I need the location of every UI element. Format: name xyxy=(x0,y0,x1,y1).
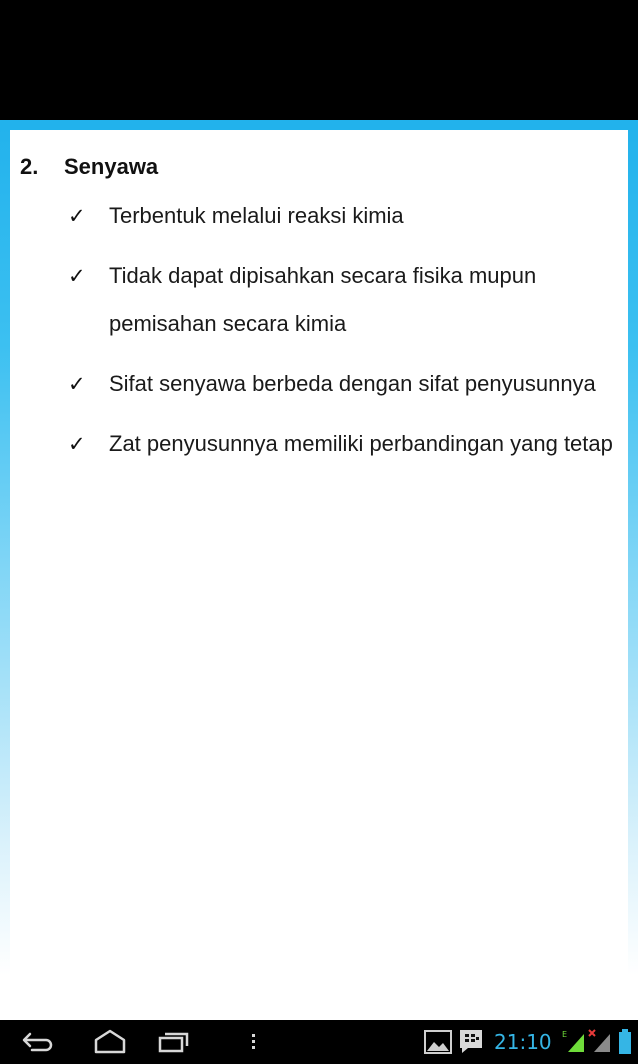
top-black-area xyxy=(0,0,638,120)
list-item xyxy=(10,256,628,352)
system-nav-bar xyxy=(0,1020,638,1064)
check-icon: ✓ xyxy=(68,264,86,288)
bbm-icon[interactable] xyxy=(456,1026,486,1056)
status-time: 21:10 xyxy=(494,1030,552,1054)
list-item xyxy=(10,196,628,244)
check-icon: ✓ xyxy=(68,372,86,396)
bullet-text: Sifat senyawa berbeda dengan sifat penyusunnya xyxy=(109,371,596,396)
slide-heading xyxy=(20,154,158,180)
back-icon[interactable] xyxy=(20,1026,54,1058)
check-icon: ✓ xyxy=(68,432,86,456)
heading-number: 2. xyxy=(20,154,39,179)
slide-panel xyxy=(10,130,628,1020)
slide-top-bar xyxy=(0,120,638,130)
heading-title: Senyawa xyxy=(64,154,159,179)
list-item xyxy=(10,424,628,472)
recent-apps-icon[interactable] xyxy=(156,1026,192,1058)
list-item xyxy=(10,364,628,412)
signal-icon xyxy=(588,1028,612,1054)
check-icon: ✓ xyxy=(68,204,86,228)
slide-frame xyxy=(0,120,638,1020)
bullet-list xyxy=(10,196,628,484)
battery-icon xyxy=(618,1028,632,1056)
svg-text:E: E xyxy=(562,1030,568,1039)
bullet-text: Tidak dapat dipisahkan secara fisika mupun pemisahan secara kimia xyxy=(109,263,537,336)
home-icon[interactable] xyxy=(92,1026,128,1058)
bullet-text: Terbentuk melalui reaksi kimia xyxy=(109,203,404,228)
gallery-icon[interactable] xyxy=(424,1028,452,1056)
signal-icon xyxy=(562,1028,586,1054)
menu-icon[interactable] xyxy=(248,1026,260,1058)
bullet-text: Zat penyusunnya memiliki perbandingan yang tetap xyxy=(109,431,613,456)
